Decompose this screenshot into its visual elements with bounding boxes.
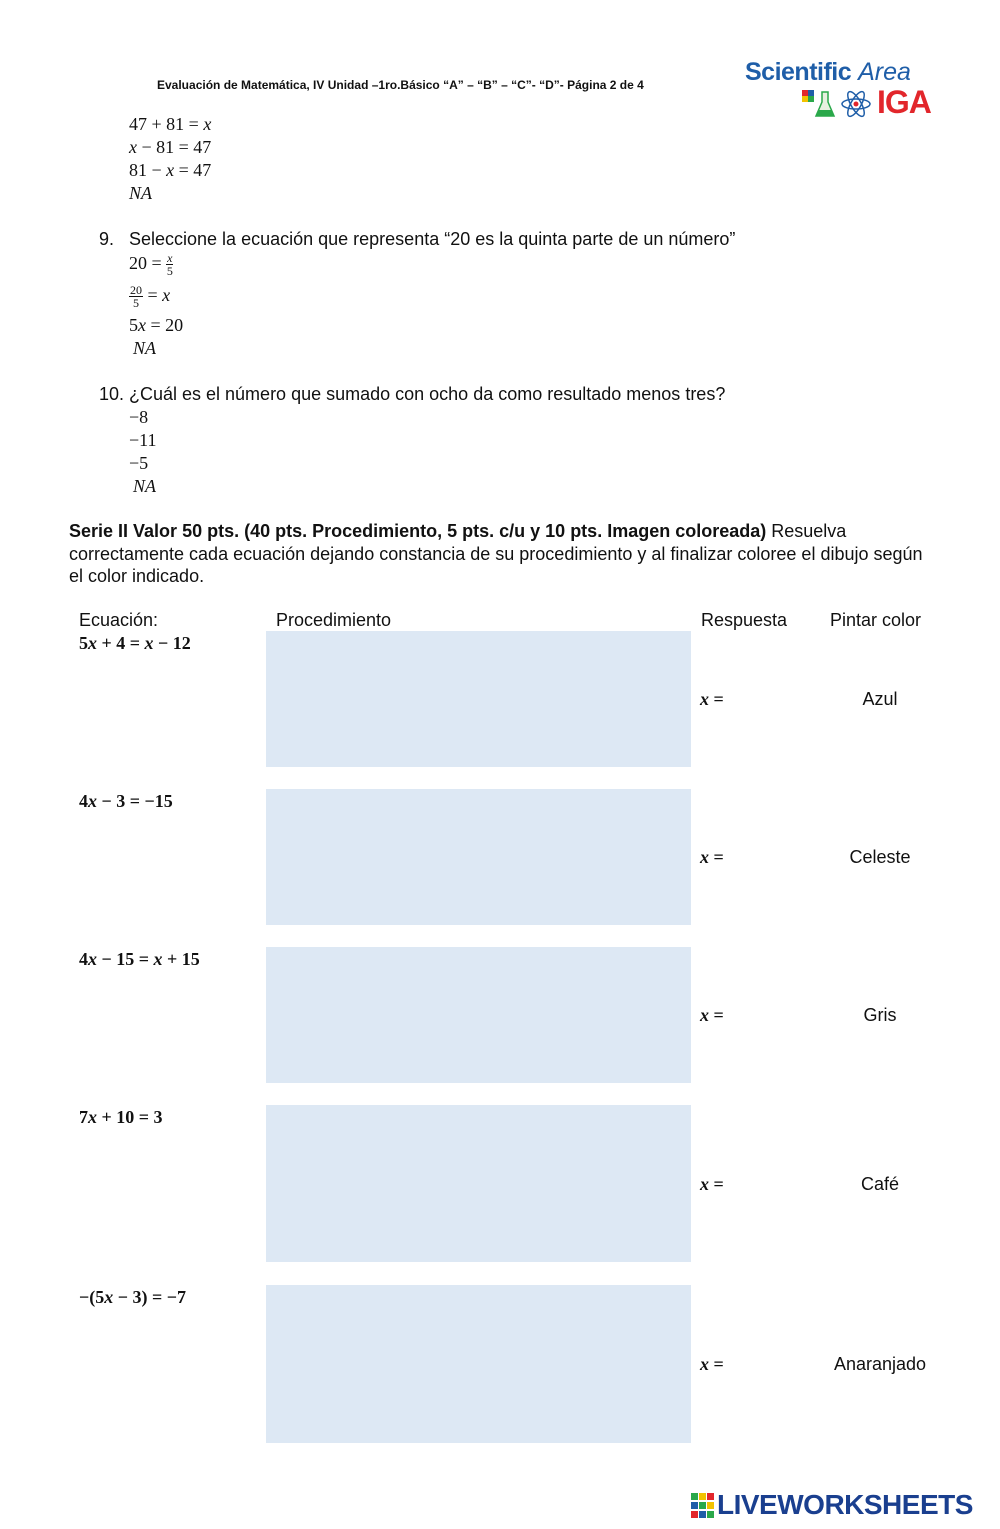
liveworksheets-icon [691,1493,715,1519]
liveworksheets-text: LIVEWORKSHEETS [717,1489,973,1520]
answer-field-1[interactable]: x = [700,689,724,709]
q10-option-3: −5 [129,453,149,473]
equation-4: 7x + 10 = 3 [79,1107,163,1127]
scientific-area-iga-logo [745,58,940,128]
color-label-2: Celeste [849,847,911,867]
logo-word-area: Area [858,58,911,86]
logo-text-top [745,58,911,87]
q9-option-2: $\frac{20}{5}$ = x [130,283,171,311]
rubiks-cube-icon [802,90,814,102]
q10-option-2: −11 [129,430,157,450]
q8-option-2: x − 81 = 47 [129,137,212,157]
equation-1: 5x + 4 = x − 12 [79,633,191,653]
q9-text: Seleccione la ecuación que representa “20 es la quinta parte de un número” [129,229,736,249]
science-icons [800,86,875,126]
color-label-3: Gris [863,1005,897,1025]
serie-ii-text: Resuelva correctamente cada ecuación dejando constancia de su procedimiento y al finalizar coloree el dibujo según el color indicado. [69,521,923,586]
procedure-box-2[interactable] [266,789,691,925]
q9-option-4: NA [133,338,157,358]
q10-number: 10. [99,384,125,404]
answer-field-3[interactable]: x = [700,1005,724,1025]
procedure-box-4[interactable] [266,1105,691,1262]
page-header-title: Evaluación de Matemática, IV Unidad –1ro.Básico “A” – “B” – “C”- “D”- Página 2 de 4 [157,78,644,92]
q9-number: 9. [99,229,115,249]
atom-icon [842,89,870,118]
color-label-1: Azul [862,689,898,709]
procedure-box-3[interactable] [266,947,691,1083]
equation-3: 4x − 15 = x + 15 [79,949,200,969]
answer-field-2[interactable]: x = [700,847,724,867]
q8-option-1: 47 + 81 = x [129,114,212,134]
flask-icon [816,92,834,116]
fraction: $\frac{20}{5}$ [130,283,142,311]
fraction: $\frac{x}{5}$ [166,251,173,279]
header-color: Pintar color [830,610,922,630]
header-equation: Ecuación: [79,610,159,630]
logo-word-scientific: Scientific [745,58,852,86]
q10-option-4: NA [133,476,157,496]
color-label-5: Anaranjado [833,1354,927,1374]
liveworksheets-logo [691,1489,991,1523]
procedure-box-1[interactable] [266,631,691,767]
answer-field-4[interactable]: x = [700,1174,724,1194]
q8-option-3: 81 − x = 47 [129,160,212,180]
equation-5: −(5x − 3) = −7 [79,1287,187,1307]
color-label-4: Café [860,1174,900,1194]
answer-field-5[interactable]: x = [700,1354,724,1374]
serie-ii-title: Serie II Valor 50 pts. (40 pts. Procedimiento, 5 pts. c/u y 10 pts. Imagen coloreada) [69,521,767,541]
q9-option-3: 5x = 20 [129,315,184,335]
header-answer: Respuesta [701,610,788,630]
procedure-box-5[interactable] [266,1285,691,1443]
logo-word-iga: IGA [877,84,931,120]
q9-option-1: 20 = $\frac{x}{5}$ [129,251,173,279]
q10-text: ¿Cuál es el número que sumado con ocho da como resultado menos tres? [129,384,726,404]
equation-2: 4x − 3 = −15 [79,791,173,811]
header-procedure: Procedimiento [276,610,392,630]
q10-option-1: −8 [129,407,149,427]
serie-ii-instructions [69,520,935,588]
q8-option-4: NA [129,183,153,203]
